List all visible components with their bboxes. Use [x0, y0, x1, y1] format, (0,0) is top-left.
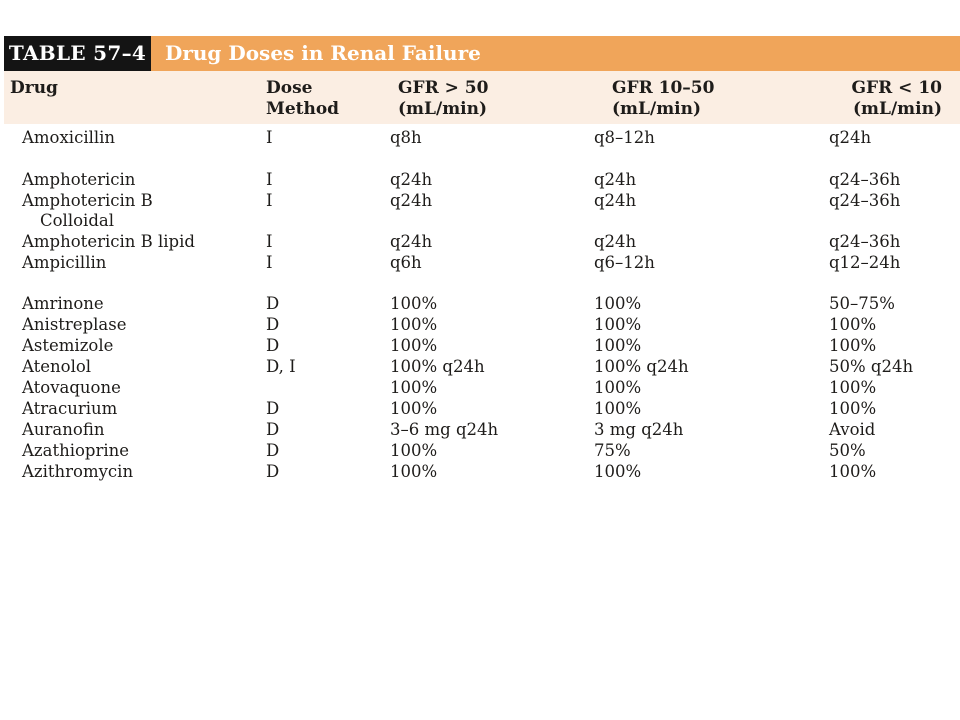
drug-name: Atracurium [22, 399, 118, 418]
dose-gfr-over-50: 100% [390, 378, 438, 397]
column-header-gfr-10-50 [612, 78, 714, 120]
drug-name: Auranofin [22, 420, 105, 439]
table-row [0, 419, 960, 440]
dose-gfr-under-10: 100% [829, 462, 877, 481]
dose-gfr-over-50: 100% [390, 294, 438, 313]
dose-gfr-10-50: q24h [594, 191, 637, 210]
dose-gfr-10-50: 100% q24h [594, 357, 689, 376]
dose-method: I [266, 253, 273, 272]
dose-gfr-under-10: 100% [829, 336, 877, 355]
dose-gfr-over-50: 100% [390, 399, 438, 418]
dose-gfr-10-50: 100% [594, 399, 642, 418]
table-row [0, 190, 960, 211]
column-header-drug [10, 78, 58, 99]
dose-method: I [266, 128, 273, 147]
dose-gfr-10-50: 100% [594, 315, 642, 334]
dose-gfr-10-50: 75% [594, 441, 631, 460]
drug-name: Azithromycin [22, 462, 134, 481]
table-row [0, 398, 960, 419]
table-row [0, 335, 960, 356]
dose-gfr-over-50: 100% q24h [390, 357, 485, 376]
drug-name: Azathioprine [22, 441, 130, 460]
column-header-gfr-10-50-line2: (mL/min) [612, 99, 702, 119]
column-header-gfr-over-50-line2: (mL/min) [398, 99, 488, 119]
table-row [0, 127, 960, 148]
table-row [0, 293, 960, 314]
dose-gfr-under-10: Avoid [829, 420, 876, 439]
drug-name: Amrinone [22, 294, 104, 313]
dose-gfr-over-50: q24h [390, 232, 433, 251]
dose-gfr-under-10: q24–36h [829, 170, 901, 189]
dose-method: D, I [266, 357, 296, 376]
dose-gfr-10-50: q24h [594, 170, 637, 189]
dose-gfr-over-50: q24h [390, 191, 433, 210]
drug-name: Amphotericin B [22, 191, 153, 210]
column-header-gfr-under-10-line2: (mL/min) [852, 99, 942, 119]
dose-gfr-under-10: q12–24h [829, 253, 901, 272]
dose-gfr-over-50: 100% [390, 336, 438, 355]
dose-gfr-under-10: 50–75% [829, 294, 895, 313]
drug-name: Amphotericin [22, 170, 136, 189]
dose-gfr-under-10: q24h [829, 128, 872, 147]
dose-gfr-over-50: q6h [390, 253, 422, 272]
dose-gfr-under-10: q24–36h [829, 232, 901, 251]
dose-gfr-10-50: q8–12h [594, 128, 655, 147]
dose-method: D [266, 441, 280, 460]
drug-name: Ampicillin [22, 253, 107, 272]
dose-gfr-10-50: q6–12h [594, 253, 655, 272]
table-row [0, 377, 960, 398]
dose-gfr-under-10: 100% [829, 399, 877, 418]
dose-method: D [266, 399, 280, 418]
dose-gfr-10-50: 100% [594, 336, 642, 355]
dose-gfr-under-10: 50% [829, 441, 866, 460]
drug-name: Amphotericin B lipid [22, 232, 195, 251]
dose-gfr-over-50: q8h [390, 128, 422, 147]
drug-name: Amoxicillin [22, 128, 116, 147]
column-header-drug-label: Drug [10, 78, 58, 98]
dose-gfr-10-50: 100% [594, 462, 642, 481]
dose-gfr-over-50: 3–6 mg q24h [390, 420, 499, 439]
drug-name-continuation: Colloidal [40, 211, 115, 230]
dose-gfr-10-50: q24h [594, 232, 637, 251]
table-number-label: TABLE 57–4 [4, 36, 151, 71]
dose-method: D [266, 315, 280, 334]
table-title: Drug Doses in Renal Failure [165, 41, 481, 65]
dose-gfr-under-10: 50% q24h [829, 357, 914, 376]
dose-method: D [266, 462, 280, 481]
column-header-dose-method-line1: Dose [266, 78, 313, 98]
column-header-gfr-under-10 [830, 78, 942, 120]
dose-method: D [266, 294, 280, 313]
drug-name: Atovaquone [22, 378, 121, 397]
table-row [0, 169, 960, 190]
dose-gfr-over-50: 100% [390, 462, 438, 481]
dose-gfr-under-10: q24–36h [829, 191, 901, 210]
dose-method: I [266, 170, 273, 189]
drug-name: Anistreplase [22, 315, 127, 334]
drug-name: Astemizole [22, 336, 114, 355]
column-header-dose-method-line2: Method [266, 99, 340, 119]
dose-gfr-10-50: 100% [594, 294, 642, 313]
table-row [0, 461, 960, 482]
dose-gfr-10-50: 100% [594, 378, 642, 397]
dose-method: D [266, 420, 280, 439]
dose-gfr-over-50: q24h [390, 170, 433, 189]
drug-name: Atenolol [22, 357, 92, 376]
column-header-gfr-under-10-line1: GFR < 10 [851, 78, 942, 98]
dose-gfr-over-50: 100% [390, 315, 438, 334]
dose-gfr-over-50: 100% [390, 441, 438, 460]
dose-method: I [266, 191, 273, 210]
column-header-dose-method [266, 78, 339, 120]
table-row [0, 231, 960, 252]
table-row [0, 440, 960, 461]
table-row [0, 356, 960, 377]
table-row [0, 314, 960, 335]
dose-gfr-under-10: 100% [829, 315, 877, 334]
dose-method: D [266, 336, 280, 355]
column-header-gfr-over-50-line1: GFR > 50 [398, 78, 489, 98]
column-header-gfr-10-50-line1: GFR 10–50 [612, 78, 715, 98]
table-row-continuation [0, 210, 960, 231]
dose-gfr-10-50: 3 mg q24h [594, 420, 684, 439]
column-header-gfr-over-50 [398, 78, 488, 120]
dose-method: I [266, 232, 273, 251]
table-row [0, 252, 960, 273]
dose-gfr-under-10: 100% [829, 378, 877, 397]
